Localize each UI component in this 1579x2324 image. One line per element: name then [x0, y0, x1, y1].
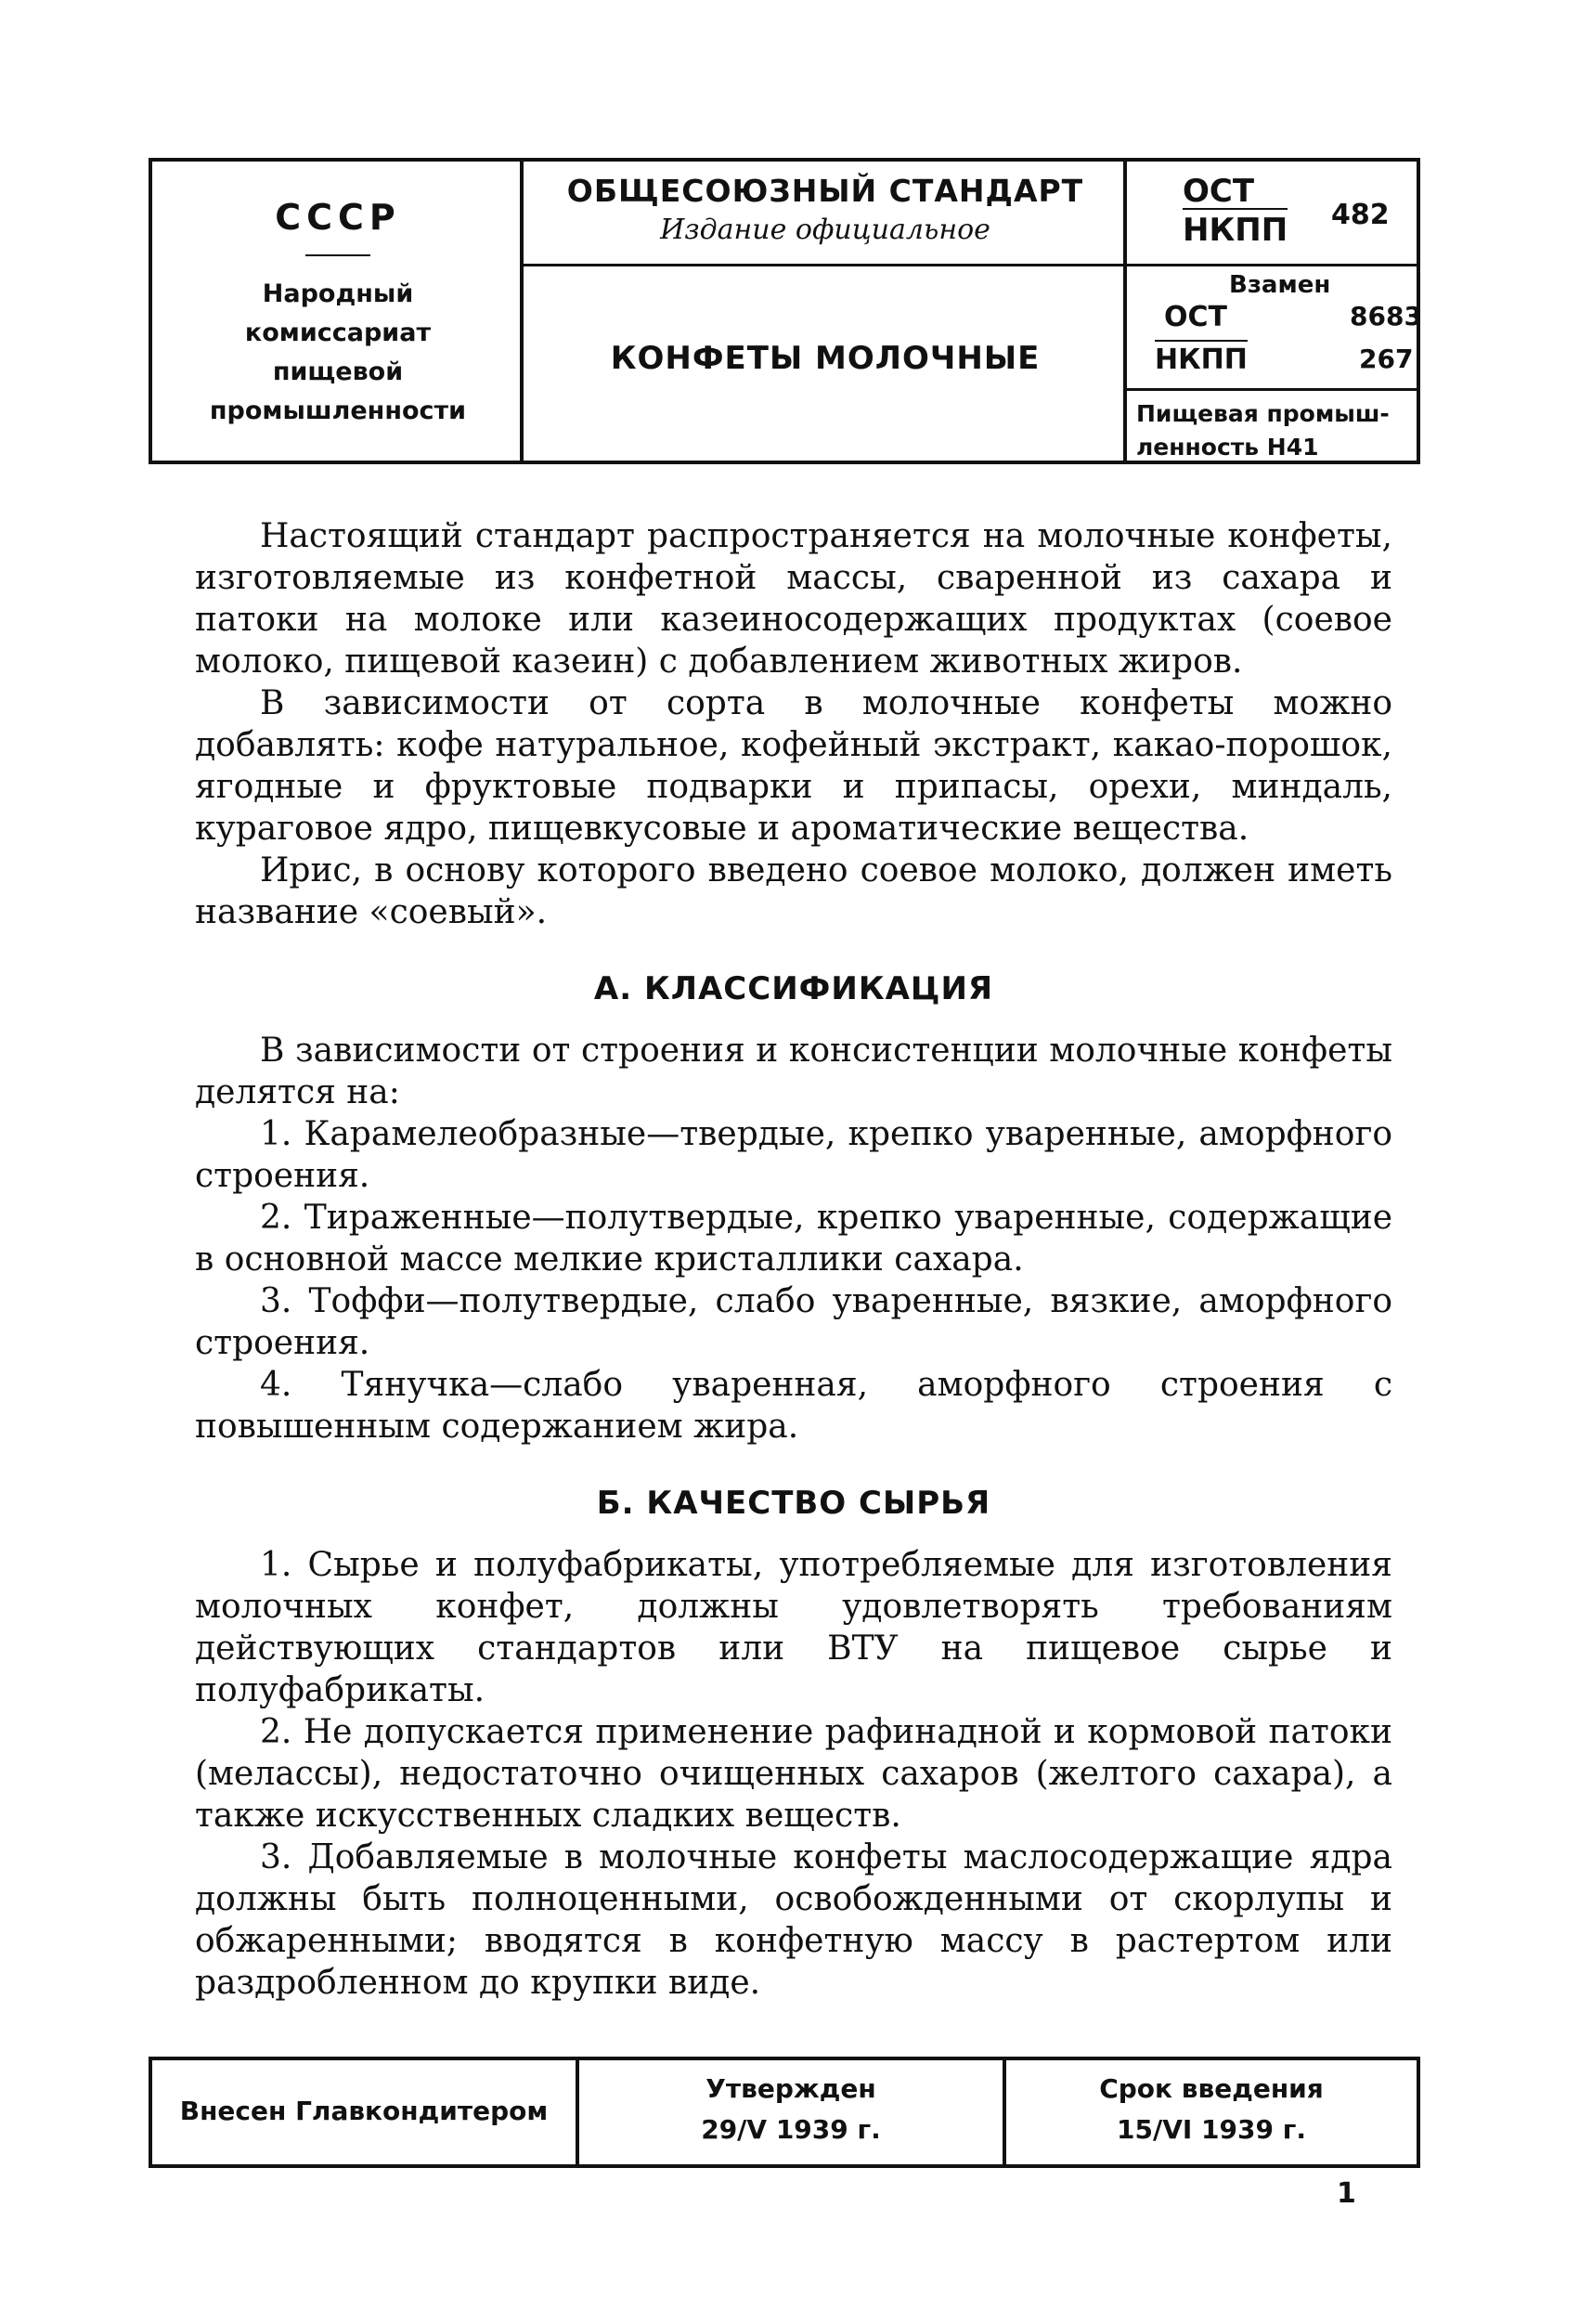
industry-classification [1136, 397, 1390, 464]
effective-date: 15/VI 1939 г. [1117, 2114, 1306, 2145]
commissariat-line: промышленности [209, 396, 467, 425]
effective-label: Срок введения [1099, 2073, 1324, 2104]
section-paragraph: 1. Сырье и полуфабрикаты, употребляемые для изготовления молочных конфет, должны удовлетворять требованиям действующих стандартов или ВТУ на пищевое сырье и полуфабрикаты. [195, 1546, 1392, 1709]
standard-number: 482 [1331, 199, 1390, 231]
replaced-nkpp-number: 267 [1359, 344, 1414, 374]
divider [524, 264, 1127, 266]
ost-label: ОСТ [1183, 173, 1255, 210]
divider [305, 254, 370, 256]
designation-column [1127, 162, 1422, 461]
approved-date: 29/V 1939 г. [701, 2114, 881, 2145]
approved-cell [579, 2060, 1006, 2164]
section-heading-raw-materials: Б. КАЧЕСТВО СЫРЬЯ [596, 1485, 991, 1522]
standard-title: ОБЩЕСОЮЗНЫЙ СТАНДАРТ [566, 173, 1084, 209]
section-paragraph: 2. Не допускается применение рафинадной и кормовой патоки (мелассы), недостаточно очищенных сахаров (желтого сахара), а также искусственных сладких веществ. [195, 1713, 1392, 1835]
intro-paragraph: В зависимости от сорта в молочные конфеты можно добавлять: кофе натуральное, кофейный экстракт, какао-порошок, ягодные и фруктовые подварки и припасы, орехи, миндаль, кураговое ядро, пищевкусовые и ароматические вещества. [195, 684, 1392, 848]
edition-label: Издание официальное [660, 214, 990, 246]
replaces-label: Взамен [1229, 271, 1331, 299]
commissariat-line: Народный [262, 279, 414, 308]
intro-paragraph: Ирис, в основу которого введено соевое молоко, должен иметь название «соевый». [195, 851, 1392, 931]
section-paragraph: 3. Тоффи—полутвердые, слабо уваренные, вязкие, аморфного строения. [195, 1282, 1392, 1362]
section-paragraph: 2. Тираженные—полутвердые, крепко уваренные, содержащие в основной массе мелкие кристаллики сахара. [195, 1199, 1392, 1279]
section-paragraph: 4. Тянучка—слабо уваренная, аморфного строения с повышенным содержанием жира. [195, 1366, 1392, 1446]
industry-line: Пищевая промыш- [1136, 400, 1390, 427]
title-column [524, 162, 1127, 461]
approved-label: Утвержден [705, 2073, 876, 2104]
page-number: 1 [1337, 2177, 1356, 2210]
ussr-label: СССР [275, 197, 401, 238]
industry-line: ленность Н41 [1136, 434, 1319, 461]
divider [1127, 388, 1417, 391]
commissariat-label [152, 275, 524, 431]
introduced-by: Внесен Главкондитером [179, 2096, 549, 2126]
issuer-column [152, 162, 524, 461]
replaced-ost-label: ОСТ [1164, 301, 1227, 333]
commissariat-line: пищевой [272, 357, 404, 386]
divider [1127, 264, 1417, 266]
commissariat-line: комиссариат [244, 318, 432, 347]
nkpp-label: НКПП [1183, 208, 1288, 249]
intro-paragraph: Настоящий стандарт распространяется на молочные конфеты, изготовляемые из конфетной массы, сваренной из сахара и патоки на молоке или казеиносодержащих продуктах (соевое молоко, пищевой казеин) с добавлением животных жиров. [195, 517, 1392, 681]
section-paragraph: 1. Карамелеобразные—твердые, крепко уваренные, аморфного строения. [195, 1115, 1392, 1195]
standard-footer [149, 2057, 1420, 2168]
replaced-ost-number: 8683 [1350, 301, 1422, 331]
section-paragraph: 3. Добавляемые в молочные конфеты маслосодержащие ядра должны быть полноценными, освобожденными от скорлупы и обжаренными; вводятся в конфетную массу в растертом или раздробленном до крупки виде. [195, 1838, 1392, 2002]
replaced-nkpp-label: НКПП [1155, 340, 1248, 376]
section-paragraph: В зависимости от строения и консистенции молочные конфеты делятся на: [195, 1032, 1392, 1111]
section-heading-classification: А. КЛАССИФИКАЦИЯ [593, 970, 994, 1007]
standard-header [149, 158, 1420, 464]
document-body [195, 515, 1392, 2004]
document-title: КОНФЕТЫ МОЛОЧНЫЕ [610, 340, 1041, 377]
introduced-by-cell [152, 2060, 579, 2164]
effective-cell [1006, 2060, 1417, 2164]
